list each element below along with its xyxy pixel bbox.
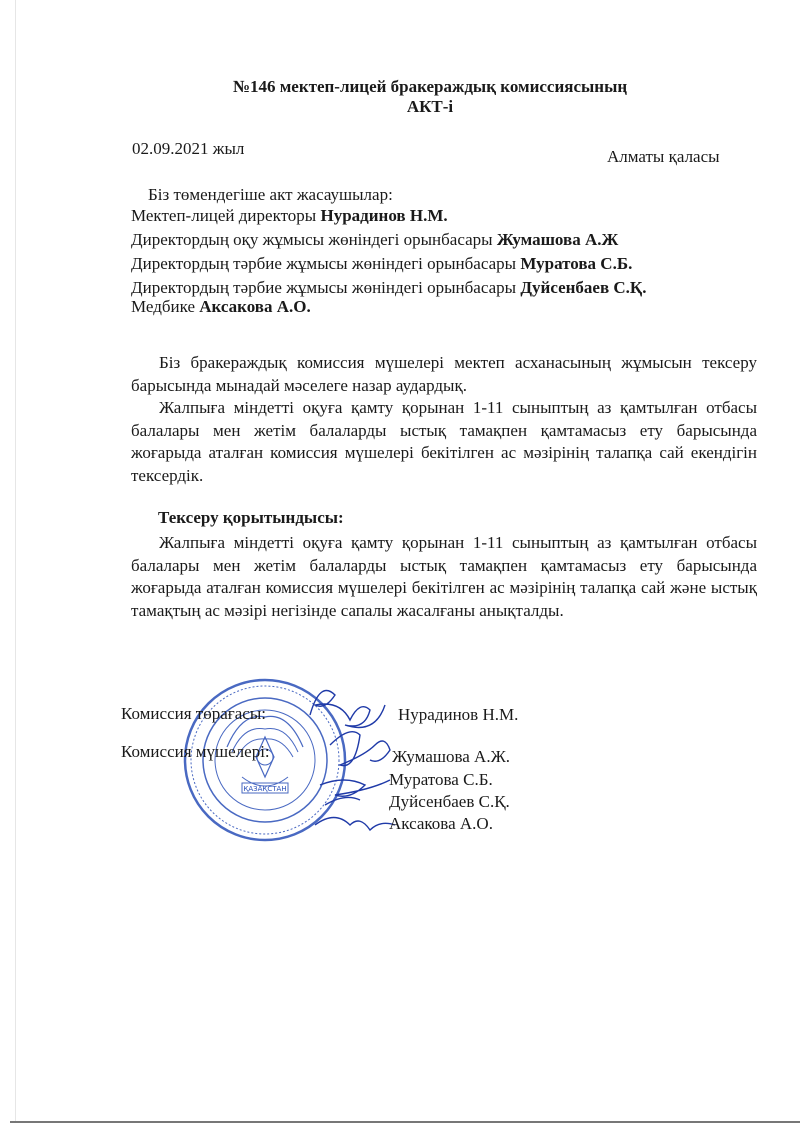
- stamp-text: ҚАЗАҚСТАН: [243, 785, 287, 793]
- member-line: [131, 205, 448, 227]
- document-date: 02.09.2021 жыл: [132, 139, 245, 158]
- chair-name: Нурадинов Н.М.: [398, 705, 519, 724]
- document-subtitle: АКТ-і: [406, 97, 454, 116]
- member-line: [131, 296, 311, 318]
- member-name: Аксакова А.О.: [199, 297, 311, 316]
- member-line: [131, 229, 618, 251]
- member-role: Мектеп-лицей директоры: [131, 206, 321, 225]
- member-role: Медбике: [131, 297, 200, 316]
- member-role: Директордың тәрбие жұмысы жөніндегі орынбасары: [131, 278, 521, 297]
- member-name: Дуйсенбаев С.Қ.: [520, 278, 647, 297]
- signatory-name: Жумашова А.Ж.: [392, 747, 511, 766]
- members-label: Комиссия мүшелері:: [121, 742, 270, 761]
- page-edge: [15, 0, 16, 1123]
- intro-text: Біз төмендегіше акт жасаушылар:: [148, 185, 393, 204]
- paragraph-intro: Біз бракераждық комиссия мүшелері мектеп асханасының жұмысын тексеру барысында мынадай мәселеге назар аудардық.: [131, 353, 757, 395]
- paragraph-inspection: Жалпыға міндетті оқуға қамту қорынан 1-11 сыныптың аз қамтылған отбасы балалары мен жетім балаларды ыстық тамақпен қамтамасыз ету барысында жоғарыда аталған комиссия мүшелері бекітілген ас мәзірінің талапқа сай екендігін тексердік.: [131, 398, 757, 485]
- member-name: Нурадинов Н.М.: [320, 206, 448, 225]
- member-role: Директордың тәрбие жұмысы жөніндегі орынбасары: [131, 254, 521, 273]
- result-heading: Тексеру қорытындысы:: [158, 508, 344, 527]
- document-city: Алматы қаласы: [607, 147, 720, 166]
- paragraph-result: Жалпыға міндетті оқуға қамту қорынан 1-11 сыныптың аз қамтылған отбасы балалары мен жетім балаларды ыстық тамақпен қамтамасыз ету барысында жоғарыда аталған комиссия мүшелері бекітілген ас мәзірінің талапқа сай және ыстық тамақтың ас мәзірі негізінде сапалы жасалғаны анықталды.: [131, 533, 757, 620]
- member-role: Директордың оқу жұмысы жөніндегі орынбасары: [131, 230, 497, 249]
- signatory-name: Дуйсенбаев С.Қ.: [389, 792, 510, 811]
- signatures-image: [290, 675, 400, 845]
- chair-label: Комиссия төрағасы:: [121, 704, 266, 723]
- signatory-name: Аксакова А.О.: [389, 814, 493, 833]
- document-title: №146 мектеп-лицей бракераждық комиссиясының: [232, 77, 628, 96]
- page-edge-bottom: [10, 1121, 800, 1123]
- signatory-name: Муратова С.Б.: [389, 770, 493, 789]
- member-line: [131, 253, 632, 275]
- member-name: Муратова С.Б.: [520, 254, 633, 273]
- member-name: Жумашова А.Ж: [496, 230, 619, 249]
